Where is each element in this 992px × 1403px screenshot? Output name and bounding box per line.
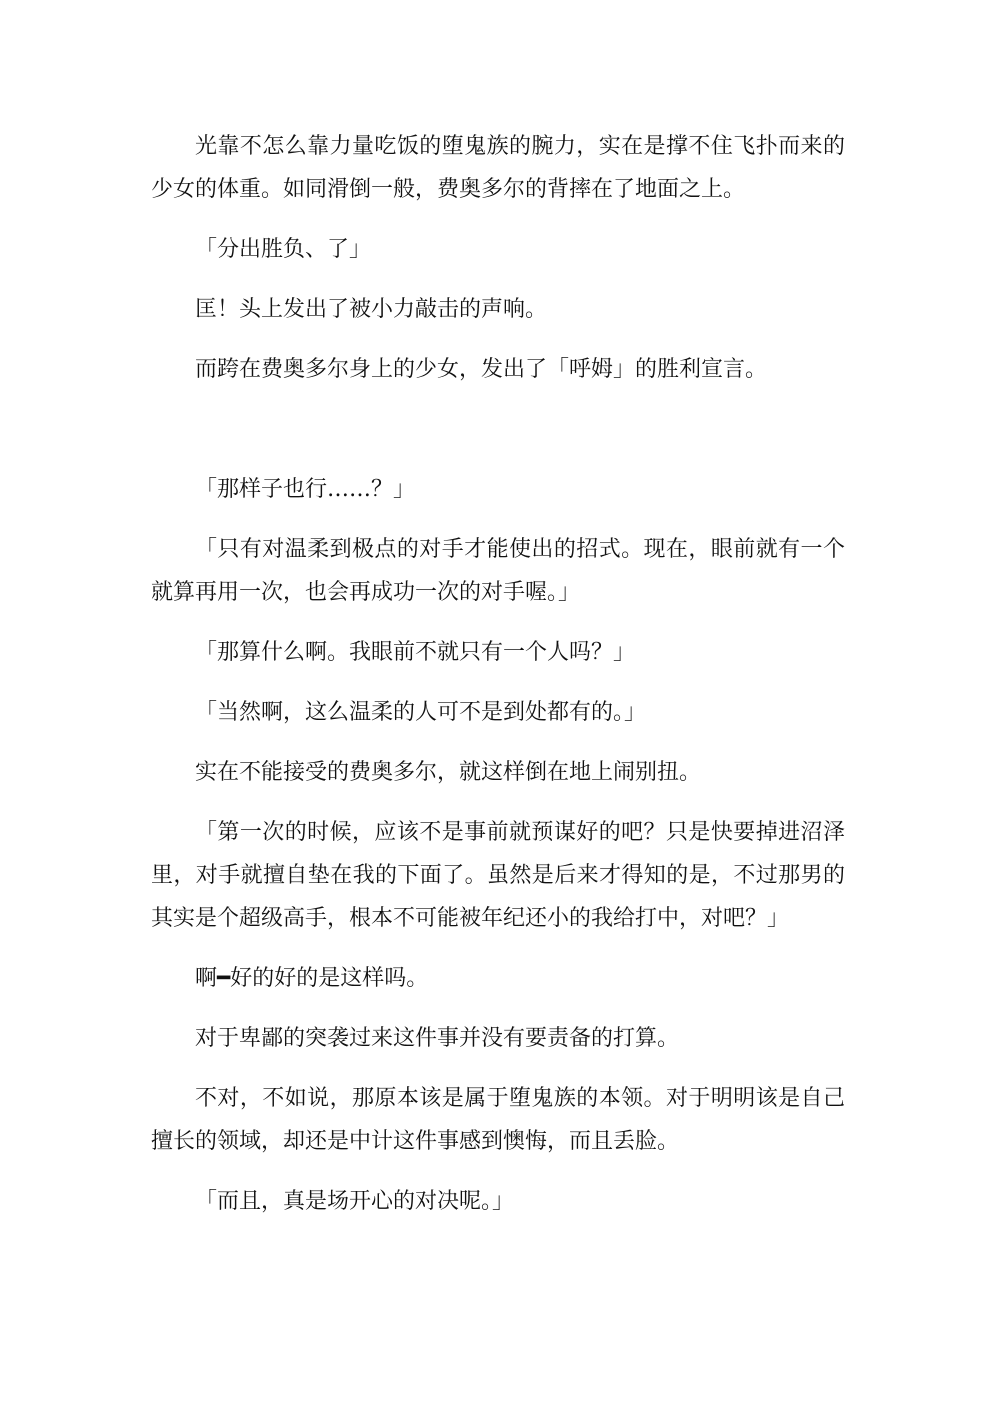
paragraph: 「第一次的时候，应该不是事前就预谋好的吧？只是快要掉进沼泽里，对手就擅自垫在我的下面了。虽然是后来才得知的是，不过那男的其实是个超级高手，根本不可能被年纪还小的我给打中，对吧？」 — [151, 820, 845, 931]
paragraph: 「当然啊，这么温柔的人可不是到处都有的。」 — [195, 700, 647, 725]
paragraph: 「那样子也行……？」 — [195, 477, 416, 502]
paragraph: 「只有对温柔到极点的对手才能使出的招式。现在，眼前就有一个就算再用一次，也会再成功一次的对手喔。」 — [151, 537, 845, 605]
paragraph: 匡！头上发出了被小力敲击的声响。 — [195, 297, 548, 322]
paragraph: 不对，不如说，那原本该是属于堕鬼族的本领。对于明明该是自己擅长的领域，却还是中计这件事感到懊悔，而且丢脸。 — [151, 1086, 845, 1154]
paragraph: 「分出胜负、了」 — [195, 237, 372, 262]
paragraph: 「而且，真是场开心的对决呢。」 — [195, 1189, 515, 1214]
paragraph: 对于卑鄙的突袭过来这件事并没有要责备的打算。 — [195, 1026, 680, 1051]
paragraph: 实在不能接受的费奥多尔，就这样倒在地上闹别扭。 — [195, 760, 702, 785]
paragraph: 而跨在费奥多尔身上的少女，发出了「呼姆」的胜利宣言。 — [195, 357, 768, 382]
paragraph: 「那算什么啊。我眼前不就只有一个人吗？」 — [195, 640, 636, 665]
section-break — [151, 408, 845, 468]
paragraph: 啊━好的好的是这样吗。 — [195, 966, 429, 991]
document-page — [151, 125, 845, 1223]
paragraph: 光靠不怎么靠力量吃饭的堕鬼族的腕力，实在是撑不住飞扑而来的少女的体重。如同滑倒一般，费奥多尔的背摔在了地面之上。 — [151, 134, 845, 202]
